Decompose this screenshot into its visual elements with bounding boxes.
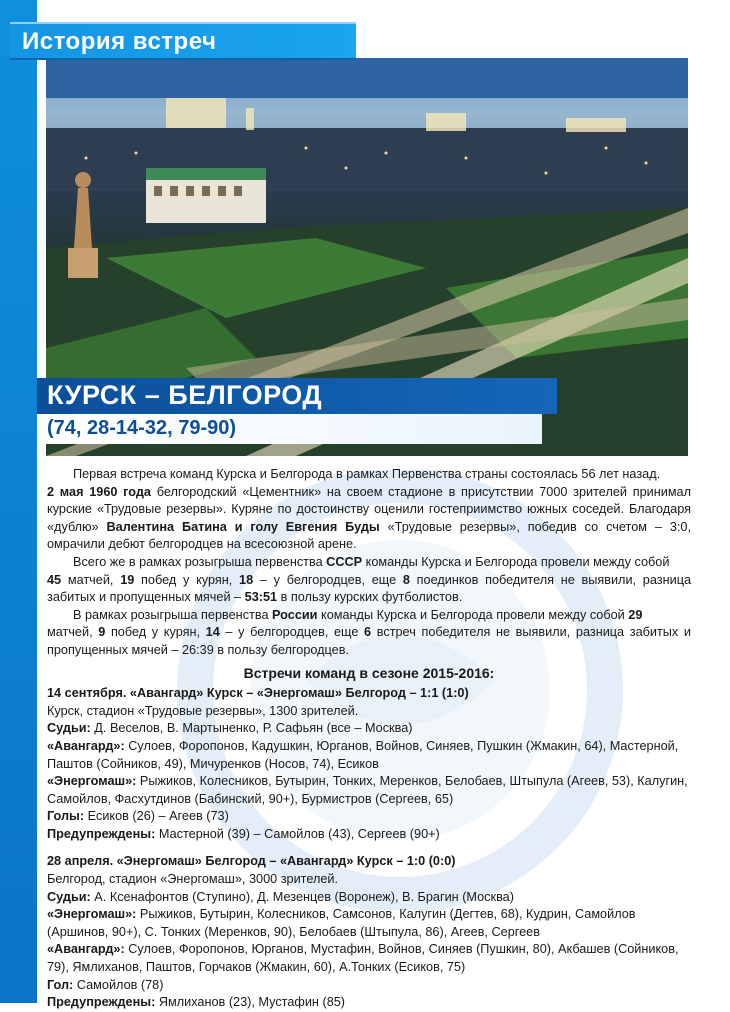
match-2-team-2 [47, 941, 691, 976]
text-run: 6 [364, 625, 372, 640]
text-run: матчей, [61, 572, 121, 587]
text-run: Самойлов (78) [73, 977, 164, 992]
match-1-heading [47, 685, 691, 703]
text-run: поединков победителя не выявили, разница забитых и пропущенных мячей – [47, 572, 692, 605]
text-run: 9 [98, 625, 106, 640]
text-run: Ямлиханов (23), Мустафин (85) [155, 995, 346, 1010]
text-run: побед у курян, [105, 625, 206, 640]
text-run: «Энергомаш»: [47, 907, 137, 922]
text-run: 19 [120, 572, 135, 587]
text-run: команды Курска и Белгорода провели между собой [317, 607, 629, 622]
text-run: Голы: [47, 809, 85, 824]
left-accent-bar [0, 0, 37, 1003]
text-run: 14 [205, 625, 220, 640]
text-run: Сулоев, Форопонов, Кадушкин, Юрганов, Войнов, Синяев, Пушкин (Жмакин, 64), Мастерной, Паштов (Сойников, 49), Мичуренков (Носов, 74), Есиков [47, 738, 679, 771]
intro-paragraph-3 [47, 607, 691, 660]
match-1-referees [47, 720, 691, 738]
text-run: команды Курска и Белгорода провели между собой [362, 554, 670, 569]
match-stats: (74, 28-14-32, 79-90) [47, 417, 237, 439]
text-run: Предупреждены: [47, 826, 156, 841]
article-body [47, 466, 691, 1012]
intro-paragraph-1 [47, 466, 691, 554]
spacer [47, 843, 691, 853]
match-1 [47, 685, 691, 843]
text-run: России [272, 607, 318, 622]
text-run: «Авангард»: [47, 942, 125, 957]
match-1-warned [47, 826, 691, 844]
match-2-heading [47, 853, 691, 871]
text-run: Судьи: [47, 889, 91, 904]
text-run: Всего же в рамках розыгрыша первенства [73, 554, 327, 569]
section-title: История встреч [22, 28, 217, 55]
text-run: 28 апреля. «Энергомаш» Белгород – «Авангард» Курск – 1:0 (0:0) [47, 854, 456, 869]
text-run: «Энергомаш»: [47, 774, 137, 789]
text-run: А. Ксенафонтов (Ступино), Д. Мезенцев (Воронеж), В. Брагин (Москва) [90, 889, 514, 904]
match-stats-box [37, 414, 542, 444]
text-run: «Трудовые резервы», победив со счетом – 3:0, омрачили дебют белгородцев на всесоюзной арене. [47, 519, 691, 552]
text-run: побед у курян, [134, 572, 240, 587]
text-run: Судьи: [47, 721, 91, 736]
text-run: 14 сентября. «Авангард» Курск – «Энергомаш» Белгород – 1:1 (1:0) [47, 686, 469, 701]
text-run: Сулоев, Форопонов, Юрганов, Мустафин, Войнов, Синяев (Пушкин, 80), Акбашев (Сойников, 79), Ямлиханов, Паштов, Горчаков (Жмакин, 60), А.Тонких (Есиков, 75) [47, 942, 679, 975]
text-run: 53:51 [244, 590, 278, 605]
text-run: 2 мая 1960 года [47, 484, 151, 499]
match-2-venue: Белгород, стадион «Энергомаш», 3000 зрителей. [47, 872, 339, 887]
match-1-goals [47, 808, 691, 826]
text-run: СССР [326, 554, 363, 569]
text-run: «Авангард»: [47, 738, 125, 753]
intro-paragraph-2 [47, 554, 691, 607]
match-1-venue: Курск, стадион «Трудовые резервы», 1300 зрителей. [47, 703, 359, 718]
match-2 [47, 853, 691, 1011]
text-run: Рыжиков, Колесников, Бутырин, Тонких, Меренков, Белобаев, Штыпула (Агеев, 53), Калугин, Самойлов, Фасхутдинов (Бабинский, 90+), Бурмистров (Сергеев, 65) [47, 774, 688, 806]
text-run: белгородский «Цементник» на своем стадионе в присутствии 7000 зрителей принимал курские «Трудовые резервы». Куряне по достоинству оценили гостеприимство южных соседей. Благодаря «дублю» [47, 484, 692, 534]
match-2-goals [47, 977, 691, 995]
match-1-team-2 [47, 773, 691, 808]
text-run: в пользу курских футболистов. [277, 590, 463, 605]
text-run: В рамках розыгрыша первенства [73, 607, 273, 622]
match-2-team-1 [47, 906, 691, 941]
text-run: 29 [628, 607, 643, 622]
text-run: Мастерной (39) – Самойлов (43), Сергеев (90+) [155, 826, 440, 841]
match-2-referees [47, 889, 691, 907]
text-run: встреч победителя не выявили, разница забитых и пропущенных мячей – 26:39 в пользу белгородцев. [47, 625, 691, 657]
text-run: Рыжиков, Бутырин, Колесников, Самсонов, Калугин (Дегтев, 68), Кудрин, Самойлов (Аршинов, 90+), С. Тонких (Меренков, 90), Белобаев (Штыпула, 86), Агеев, Сергеев [47, 907, 636, 939]
text-run: 8 [402, 572, 410, 587]
match-2-warned [47, 994, 691, 1012]
text-run: Первая встреча команд Курска и Белгорода в рамках Первенства страны состоялась 56 лет назад. [73, 467, 661, 481]
text-run: – у белгородцев, еще [253, 572, 403, 587]
text-run: матчей, [47, 625, 99, 640]
text-run: Есиков (26) – Агеев (73) [84, 809, 229, 824]
text-run: – у белгородцев, еще [219, 625, 365, 640]
text-run: Валентина Батина и голу Евгения Буды [106, 519, 380, 534]
text-run: Гол: [47, 977, 74, 992]
text-run: 18 [239, 572, 254, 587]
section-header-tab [10, 22, 356, 60]
text-run: Предупреждены: [47, 995, 156, 1010]
match-title-box [37, 378, 557, 414]
match-title: КУРСК – БЕЛГОРОД [47, 380, 323, 410]
text-run: Д. Веселов, В. Мартыненко, Р. Сафьян (все – Москва) [90, 721, 413, 736]
text-run: 45 [47, 572, 62, 587]
match-1-team-1 [47, 738, 691, 773]
season-title: Встречи команд в сезоне 2015-2016: [243, 664, 495, 681]
